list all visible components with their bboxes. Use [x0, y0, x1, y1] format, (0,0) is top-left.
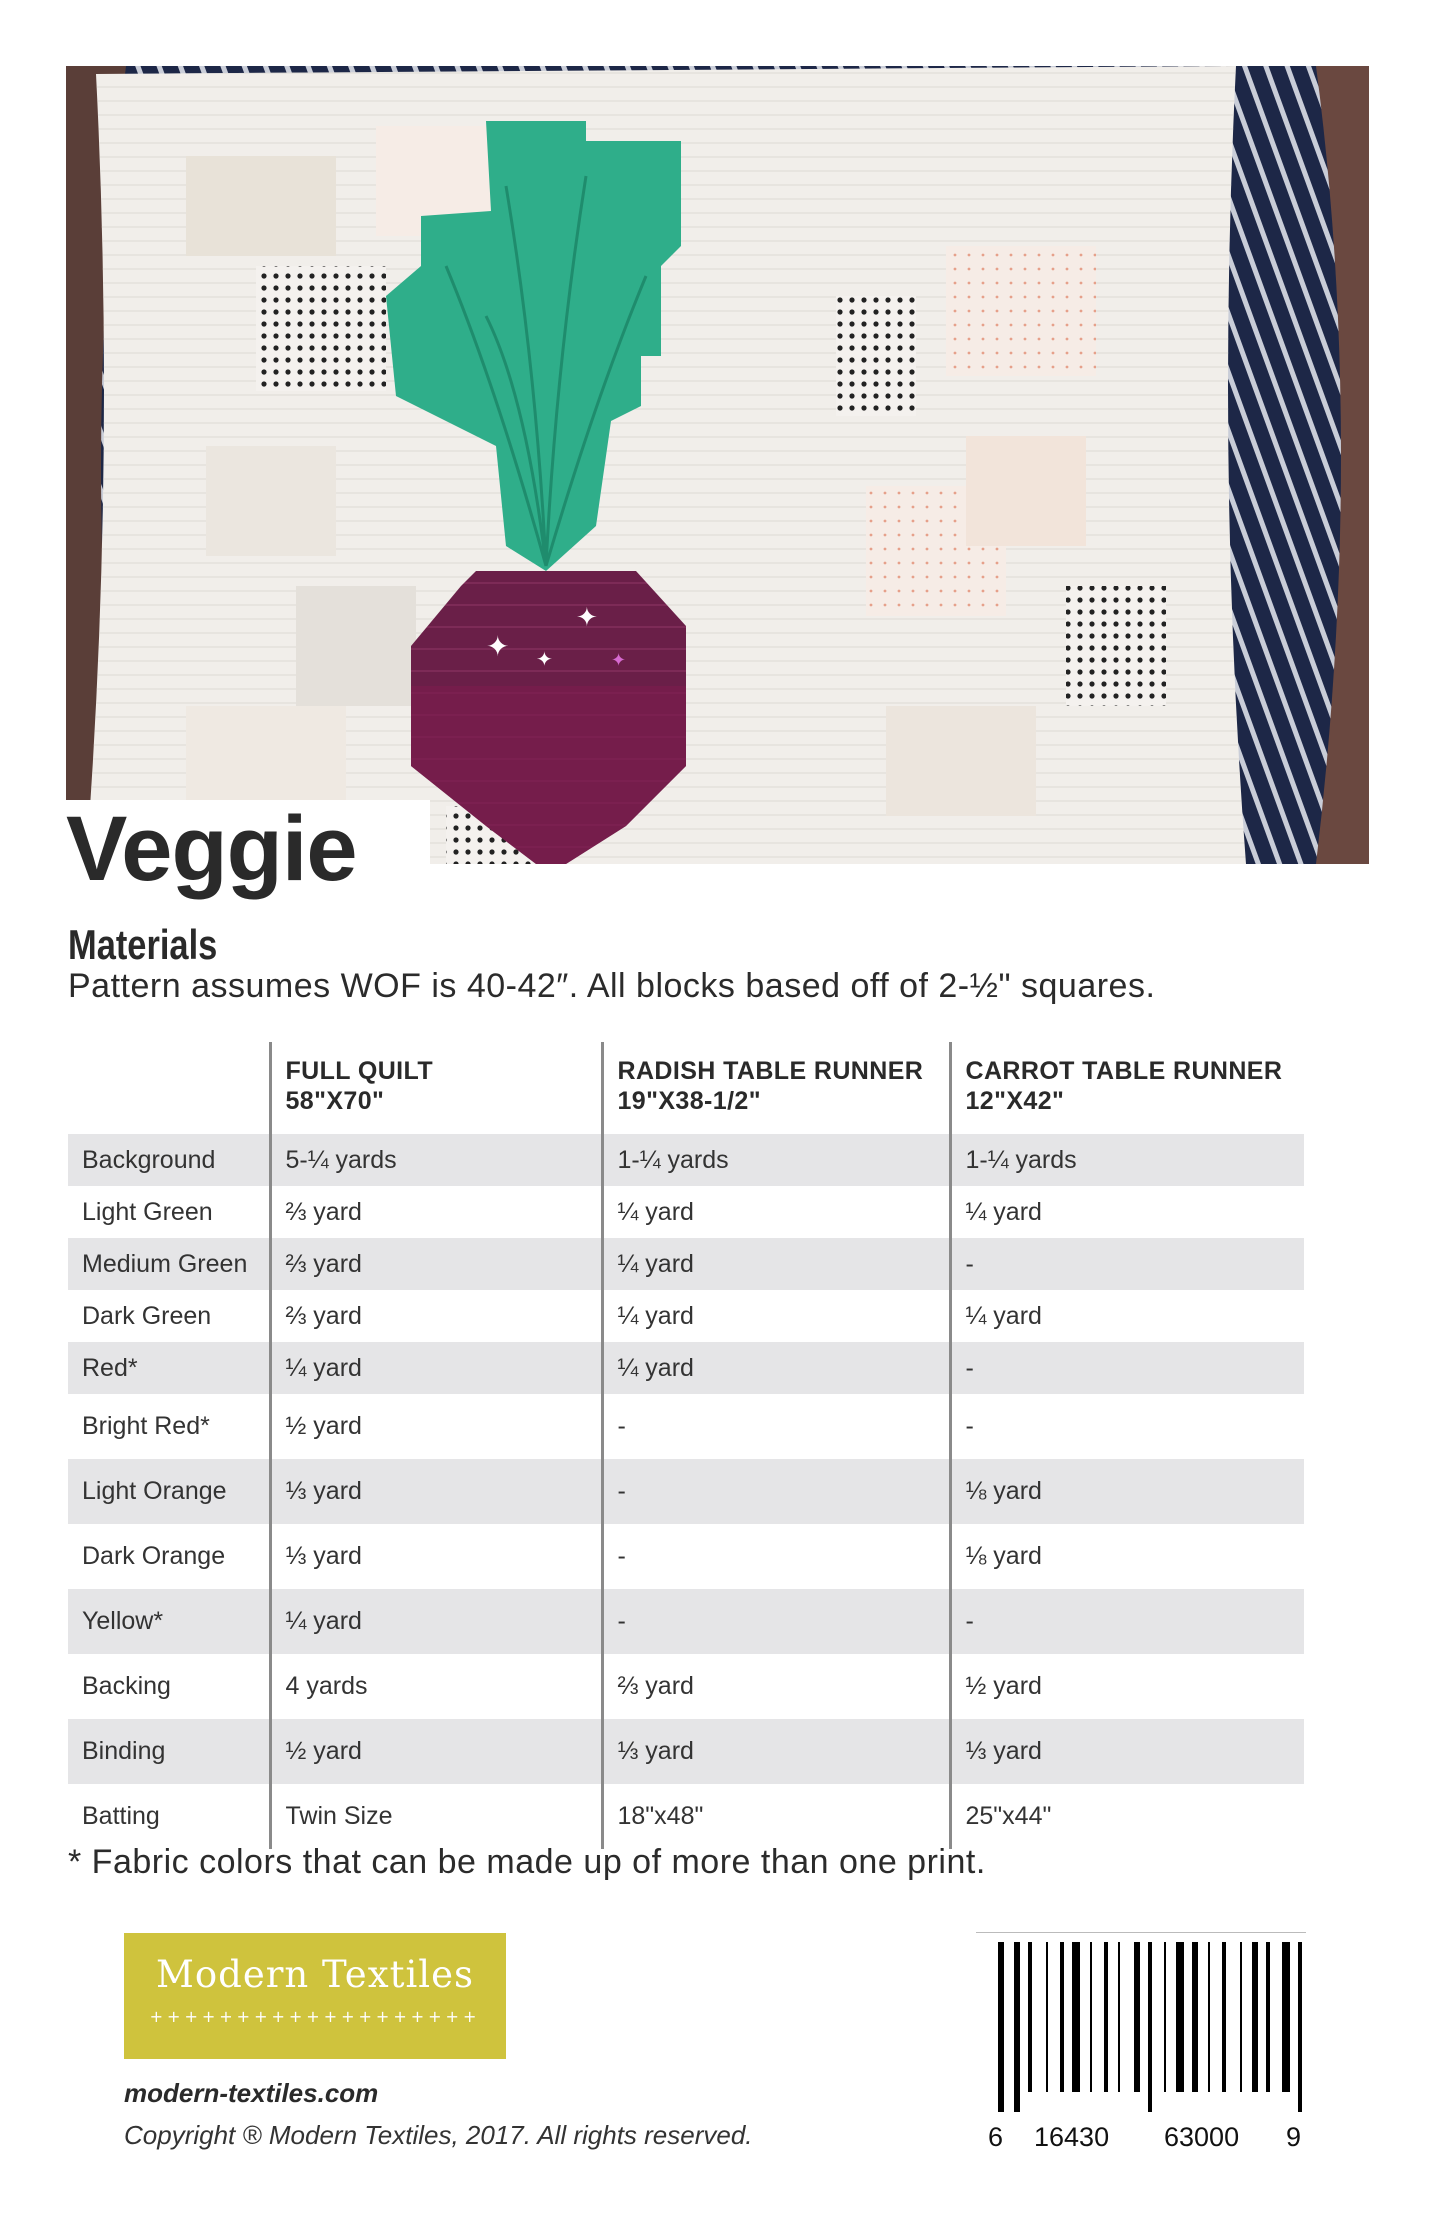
carrot-cell: - — [950, 1238, 1304, 1290]
row-label: Light Orange — [68, 1459, 270, 1524]
copyright-text: Copyright ® Modern Textiles, 2017. All rights reserved. — [124, 2120, 753, 2150]
full-quilt-cell: ⅔ yard — [270, 1290, 602, 1342]
radish-cell: ¼ yard — [602, 1342, 950, 1394]
full-quilt-cell: ½ yard — [270, 1394, 602, 1459]
materials-heading: Materials — [68, 921, 218, 968]
barcode-bar — [1072, 1942, 1080, 2092]
radish-cell: - — [602, 1524, 950, 1589]
full-quilt-cell: ¼ yard — [270, 1342, 602, 1394]
barcode-bar — [1222, 1942, 1226, 2092]
table-row — [68, 1654, 1304, 1719]
table-row — [68, 1524, 1304, 1589]
carrot-cell: ½ yard — [950, 1654, 1304, 1719]
full-quilt-cell: ⅔ yard — [270, 1238, 602, 1290]
radish-cell: 1-¼ yards — [602, 1134, 950, 1186]
carrot-cell: 25"x44" — [950, 1784, 1304, 1849]
full-quilt-cell: ⅓ yard — [270, 1524, 602, 1589]
table-row — [68, 1238, 1304, 1290]
carrot-cell: - — [950, 1342, 1304, 1394]
table-row — [68, 1459, 1304, 1524]
radish-cell: 18"x48" — [602, 1784, 950, 1849]
barcode-bar — [1118, 1942, 1120, 2092]
radish-cell: - — [602, 1394, 950, 1459]
table-row — [68, 1719, 1304, 1784]
radish-cell: ¼ yard — [602, 1238, 950, 1290]
row-label: Bright Red* — [68, 1394, 270, 1459]
svg-text:✦: ✦ — [536, 649, 553, 671]
barcode-bar — [1104, 1942, 1108, 2092]
row-label: Binding — [68, 1719, 270, 1784]
carrot-cell: ¼ yard — [950, 1290, 1304, 1342]
table-header-radish-runner: RADISH TABLE RUNNER 19"X38-1/2" — [602, 1042, 950, 1134]
table-row — [68, 1394, 1304, 1459]
full-quilt-cell: 5-¼ yards — [270, 1134, 602, 1186]
full-quilt-cell: ⅓ yard — [270, 1459, 602, 1524]
intro-text: Pattern assumes WOF is 40-42″. All blocks based off of 2-½" squares. — [68, 967, 1156, 1005]
barcode-left-group: 16430 — [1034, 2122, 1110, 2152]
table-row — [68, 1134, 1304, 1186]
barcode-bar — [1282, 1942, 1290, 2092]
radish-cell: - — [602, 1459, 950, 1524]
carrot-cell: 1-¼ yards — [950, 1134, 1304, 1186]
barcode-bar — [1148, 1942, 1152, 2112]
svg-text:✦: ✦ — [611, 650, 627, 670]
row-label: Medium Green — [68, 1238, 270, 1290]
modern-textiles-logo[interactable] — [124, 1933, 506, 2059]
barcode-bar — [1060, 1942, 1064, 2092]
cover-photo — [66, 66, 1369, 864]
logo-stitch-decoration: +++++++++++++++++++ — [149, 2007, 481, 2026]
full-quilt-cell: Twin Size — [270, 1784, 602, 1849]
radish-cell: ⅔ yard — [602, 1654, 950, 1719]
barcode-bar — [1208, 1942, 1210, 2092]
carrot-cell: - — [950, 1589, 1304, 1654]
full-quilt-cell: ¼ yard — [270, 1589, 602, 1654]
barcode-bar — [1164, 1942, 1166, 2092]
full-quilt-cell: ½ yard — [270, 1719, 602, 1784]
barcode-bar — [1252, 1942, 1258, 2092]
carrot-cell: ⅛ yard — [950, 1459, 1304, 1524]
carrot-cell: ¼ yard — [950, 1186, 1304, 1238]
radish-cell: ¼ yard — [602, 1186, 950, 1238]
radish-cell: - — [602, 1589, 950, 1654]
barcode-bar — [998, 1942, 1004, 2112]
full-quilt-cell: ⅔ yard — [270, 1186, 602, 1238]
barcode-image — [976, 1932, 1306, 2158]
barcode-bar — [1240, 1942, 1242, 2092]
barcode-bar — [1134, 1942, 1140, 2092]
table-header-full-quilt: FULL QUILT 58"X70" — [270, 1042, 602, 1134]
row-label: Dark Green — [68, 1290, 270, 1342]
website-link[interactable]: modern-textiles.com — [124, 2078, 379, 2108]
barcode-bar — [1176, 1942, 1184, 2092]
page-title: Veggie — [66, 798, 357, 900]
table-row — [68, 1290, 1304, 1342]
row-label: Light Green — [68, 1186, 270, 1238]
svg-text:✦: ✦ — [486, 631, 510, 662]
table-header-carrot-runner: CARROT TABLE RUNNER 12"X42" — [950, 1042, 1304, 1134]
radish-cell: ¼ yard — [602, 1290, 950, 1342]
table-header-empty — [68, 1042, 270, 1134]
carrot-cell: ⅛ yard — [950, 1524, 1304, 1589]
barcode-bar — [1014, 1942, 1020, 2112]
barcode-bar — [1046, 1942, 1048, 2092]
full-quilt-cell: 4 yards — [270, 1654, 602, 1719]
row-label: Dark Orange — [68, 1524, 270, 1589]
table-row — [68, 1784, 1304, 1849]
row-label: Red* — [68, 1342, 270, 1394]
svg-text:✦: ✦ — [576, 602, 598, 632]
logo-text: Modern Textiles — [155, 1953, 474, 1996]
barcode-bar — [1298, 1942, 1302, 2112]
barcode-right-group: 63000 — [1164, 2122, 1240, 2152]
table-header-row — [68, 1042, 1304, 1134]
table-row — [68, 1342, 1304, 1394]
barcode-bar — [1090, 1942, 1092, 2092]
row-label: Backing — [68, 1654, 270, 1719]
row-label: Yellow* — [68, 1589, 270, 1654]
barcode-bar — [1192, 1942, 1198, 2092]
row-label: Batting — [68, 1784, 270, 1849]
table-row — [68, 1589, 1304, 1654]
footnote: * Fabric colors that can be made up of more than one print. — [68, 1843, 986, 1881]
carrot-cell: ⅓ yard — [950, 1719, 1304, 1784]
carrot-cell: - — [950, 1394, 1304, 1459]
row-label: Background — [68, 1134, 270, 1186]
barcode-check-digit: 9 — [1286, 2122, 1302, 2152]
barcode-bar — [1028, 1942, 1032, 2092]
radish-cell: ⅓ yard — [602, 1719, 950, 1784]
barcode-bar — [1266, 1942, 1270, 2092]
table-row — [68, 1186, 1304, 1238]
barcode-lead-digit: 6 — [988, 2122, 1004, 2152]
materials-table — [68, 1042, 1304, 1849]
